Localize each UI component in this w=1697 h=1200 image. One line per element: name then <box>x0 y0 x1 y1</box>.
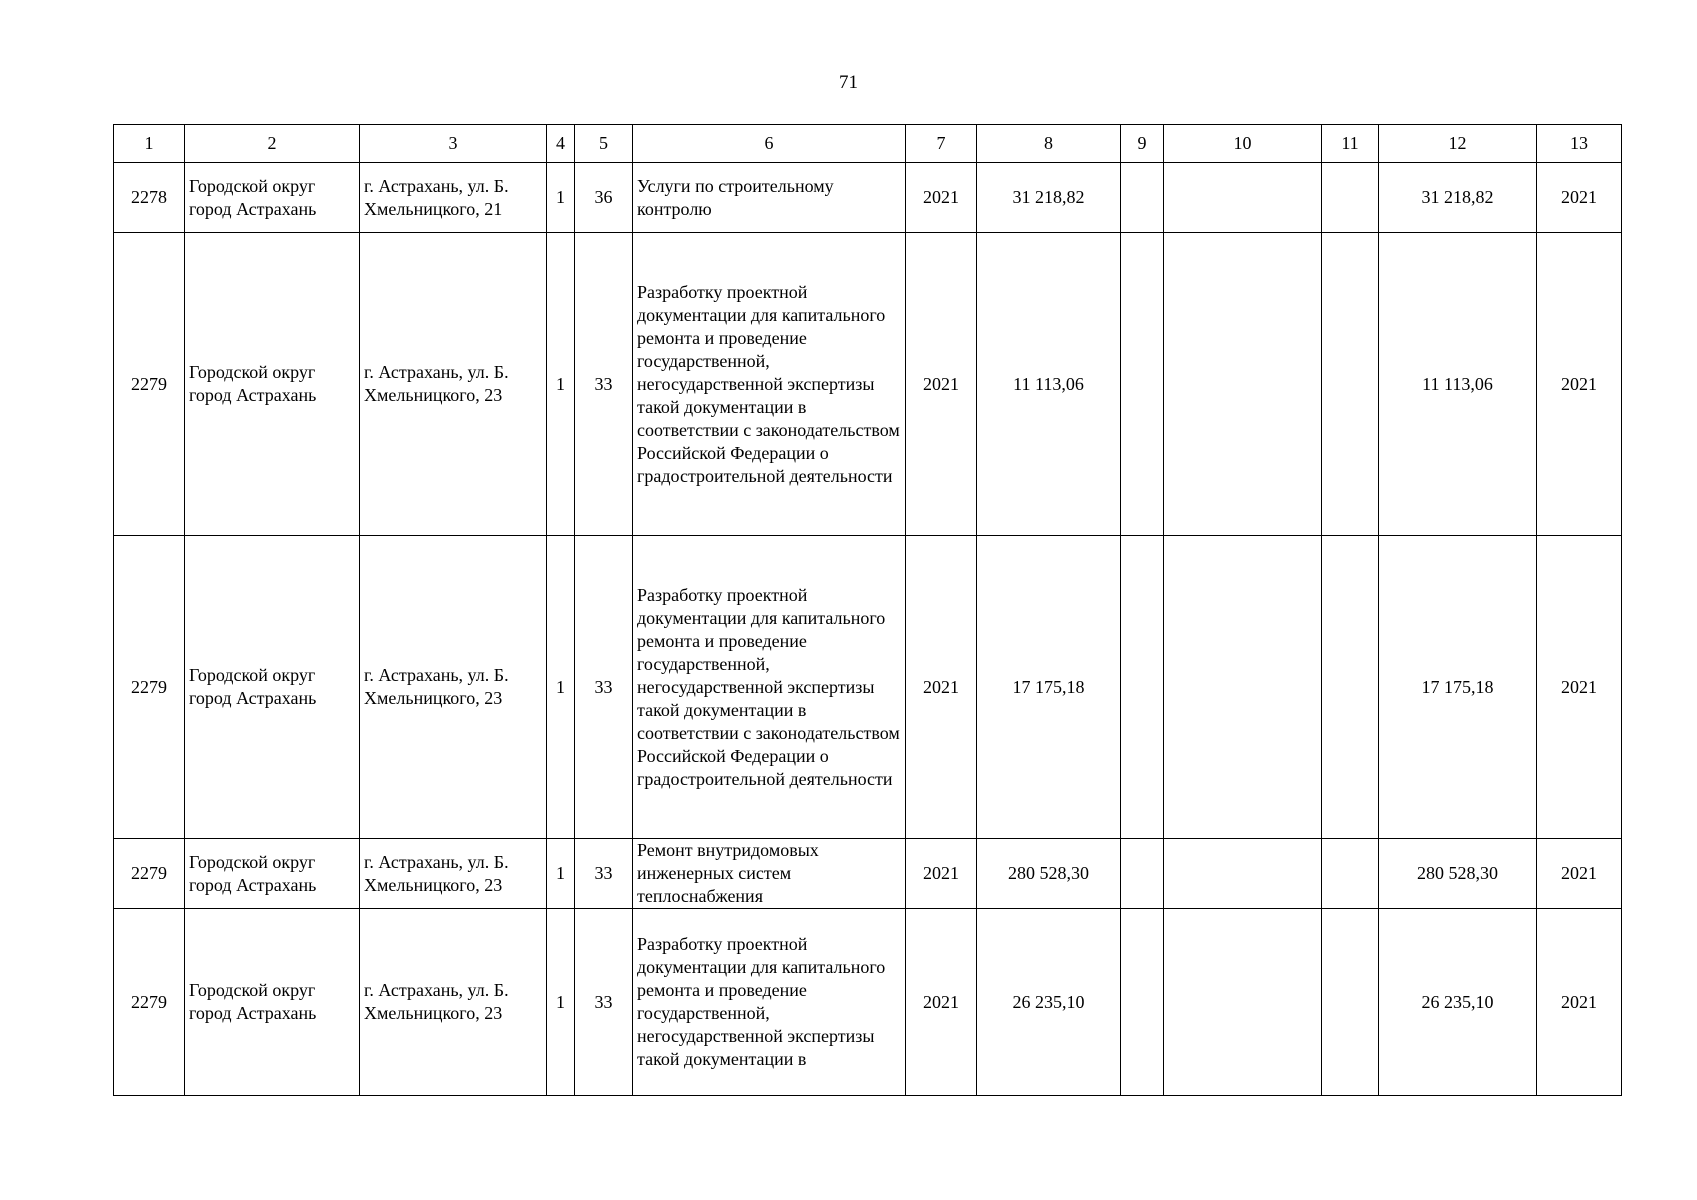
col5-cell: 33 <box>575 536 633 839</box>
column-number: 3 <box>360 125 547 163</box>
column-number: 7 <box>906 125 977 163</box>
col12-amount-cell: 280 528,30 <box>1379 839 1537 909</box>
address-cell: г. Астрахань, ул. Б. Хмельницкого, 21 <box>360 163 547 233</box>
municipality-cell: Городской округ город Астрахань <box>185 839 360 909</box>
capital-repair-table <box>113 124 1622 1096</box>
column-number: 5 <box>575 125 633 163</box>
column-number: 13 <box>1537 125 1622 163</box>
table-row <box>114 839 1622 909</box>
col5-cell: 33 <box>575 839 633 909</box>
work-type-cell: Разработку проектной документации для капитального ремонта и проведение государственной, негосударственной экспертизы такой документации в <box>633 909 906 1096</box>
amount-cell: 26 235,10 <box>977 909 1121 1096</box>
col13-year-cell: 2021 <box>1537 536 1622 839</box>
year-cell: 2021 <box>906 909 977 1096</box>
column-number: 10 <box>1164 125 1322 163</box>
col9-cell <box>1121 536 1164 839</box>
municipality-cell: Городской округ город Астрахань <box>185 909 360 1096</box>
col9-cell <box>1121 163 1164 233</box>
column-number: 9 <box>1121 125 1164 163</box>
col9-cell <box>1121 839 1164 909</box>
work-type-cell: Ремонт внутридомовых инженерных систем теплоснабжения <box>633 839 906 909</box>
col9-cell <box>1121 909 1164 1096</box>
year-cell: 2021 <box>906 163 977 233</box>
row-number-cell: 2279 <box>114 536 185 839</box>
address-cell: г. Астрахань, ул. Б. Хмельницкого, 23 <box>360 839 547 909</box>
row-number-cell: 2278 <box>114 163 185 233</box>
column-number: 12 <box>1379 125 1537 163</box>
col13-year-cell: 2021 <box>1537 163 1622 233</box>
column-number: 6 <box>633 125 906 163</box>
year-cell: 2021 <box>906 233 977 536</box>
col13-year-cell: 2021 <box>1537 909 1622 1096</box>
address-cell: г. Астрахань, ул. Б. Хмельницкого, 23 <box>360 909 547 1096</box>
col10-cell <box>1164 839 1322 909</box>
amount-cell: 17 175,18 <box>977 536 1121 839</box>
col11-cell <box>1322 909 1379 1096</box>
column-number: 8 <box>977 125 1121 163</box>
col12-amount-cell: 31 218,82 <box>1379 163 1537 233</box>
municipality-cell: Городской округ город Астрахань <box>185 163 360 233</box>
col11-cell <box>1322 233 1379 536</box>
col12-amount-cell: 17 175,18 <box>1379 536 1537 839</box>
row-number-cell: 2279 <box>114 233 185 536</box>
municipality-cell: Городской округ город Астрахань <box>185 233 360 536</box>
row-number-cell: 2279 <box>114 839 185 909</box>
col4-cell: 1 <box>547 163 575 233</box>
col12-amount-cell: 26 235,10 <box>1379 909 1537 1096</box>
col5-cell: 33 <box>575 233 633 536</box>
col4-cell: 1 <box>547 536 575 839</box>
page-number: 71 <box>839 72 858 93</box>
col12-amount-cell: 11 113,06 <box>1379 233 1537 536</box>
col5-cell: 33 <box>575 909 633 1096</box>
col10-cell <box>1164 233 1322 536</box>
municipality-cell: Городской округ город Астрахань <box>185 536 360 839</box>
col9-cell <box>1121 233 1164 536</box>
column-number: 1 <box>114 125 185 163</box>
year-cell: 2021 <box>906 536 977 839</box>
col10-cell <box>1164 536 1322 839</box>
table-row <box>114 163 1622 233</box>
work-type-cell: Разработку проектной документации для капитального ремонта и проведение государственной, негосударственной экспертизы такой документации в соответствии с законодательством Российской Федерации о градостроительной деятельности <box>633 536 906 839</box>
amount-cell: 11 113,06 <box>977 233 1121 536</box>
column-number: 11 <box>1322 125 1379 163</box>
col4-cell: 1 <box>547 233 575 536</box>
col5-cell: 36 <box>575 163 633 233</box>
col13-year-cell: 2021 <box>1537 233 1622 536</box>
column-number: 4 <box>547 125 575 163</box>
work-type-cell: Разработку проектной документации для капитального ремонта и проведение государственной, негосударственной экспертизы такой документации в соответствии с законодательством Российской Федерации о градостроительной деятельности <box>633 233 906 536</box>
table-row <box>114 909 1622 1096</box>
table-row <box>114 536 1622 839</box>
address-cell: г. Астрахань, ул. Б. Хмельницкого, 23 <box>360 536 547 839</box>
col11-cell <box>1322 163 1379 233</box>
col4-cell: 1 <box>547 909 575 1096</box>
col11-cell <box>1322 536 1379 839</box>
col13-year-cell: 2021 <box>1537 839 1622 909</box>
column-number-row <box>114 125 1622 163</box>
row-number-cell: 2279 <box>114 909 185 1096</box>
col4-cell: 1 <box>547 839 575 909</box>
year-cell: 2021 <box>906 839 977 909</box>
table-row <box>114 233 1622 536</box>
work-type-cell: Услуги по строительному контролю <box>633 163 906 233</box>
amount-cell: 31 218,82 <box>977 163 1121 233</box>
col11-cell <box>1322 839 1379 909</box>
col10-cell <box>1164 909 1322 1096</box>
column-number: 2 <box>185 125 360 163</box>
address-cell: г. Астрахань, ул. Б. Хмельницкого, 23 <box>360 233 547 536</box>
col10-cell <box>1164 163 1322 233</box>
amount-cell: 280 528,30 <box>977 839 1121 909</box>
